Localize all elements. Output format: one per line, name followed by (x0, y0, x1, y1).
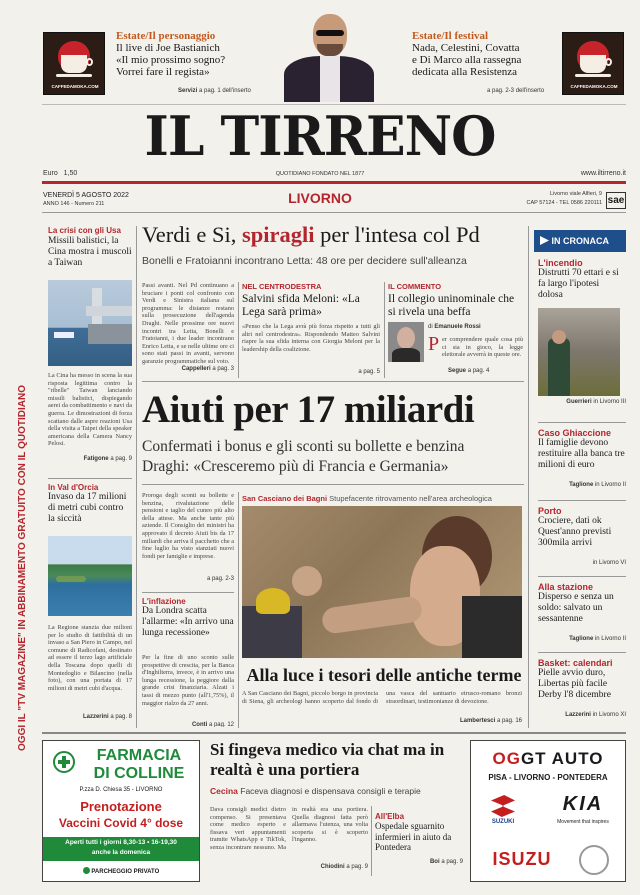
elba-story[interactable] (375, 812, 463, 876)
story-kicker: L'incendio (538, 258, 583, 268)
price: 1,50 (63, 170, 78, 177)
ref-page: a pag. 5 (358, 369, 380, 375)
ref-page: a pag. 4 (467, 368, 490, 374)
inflation-story[interactable] (142, 597, 234, 727)
sae-logo: sae (606, 192, 626, 209)
ref-page: in Livorno VI (592, 560, 626, 566)
location: San Casciano dei Bagni (242, 494, 328, 503)
story-headline: Missili balistici, la Cina mostra i muscoli a Taiwan (48, 236, 132, 268)
story-kicker: Porto (538, 506, 562, 516)
issue: ANNO 146 - Numero 211 (43, 201, 105, 207)
section-title: IN CRONACA (551, 236, 610, 246)
story-headline: Pielle avvio duro, Libertas più facile Derby l'8 dicembre (538, 668, 611, 700)
right-promo[interactable] (412, 30, 558, 100)
parking-icon (83, 867, 90, 874)
edition: LIVORNO (288, 190, 352, 206)
postal: CAP 57124 - TEL 0586 220111 (526, 200, 602, 206)
story-headline: Ospedale sguarnito infermieri in aiuto da Pontedera (375, 821, 452, 852)
promo-kicker: Estate/Il personaggio (116, 30, 216, 42)
dealer-brand (471, 749, 625, 769)
china-story[interactable] (48, 226, 132, 476)
story-text: Per la fine di uno sconto sulle prospettive di crescita, per la Banca d'Inghilterra, invece, è in arrivo una lunga recessione, la peggiore dalla grande crisi finanziaria. Alzati i tassi di mezzo punto (all'1,75%), il maggior rialzo da 27 anni. (142, 654, 234, 707)
ref-page: in Livorno II (594, 482, 626, 488)
dealer-brand-prefix: OG (492, 749, 521, 768)
lake-photo (48, 536, 132, 616)
masthead: IL TIRRENO (144, 104, 496, 169)
byline: Guerrieri (566, 399, 592, 405)
politics-story[interactable] (142, 282, 234, 378)
archaeology-headline: Alla luce i tesori delle antiche terme (246, 665, 522, 685)
story-kicker: Alla stazione (538, 582, 594, 592)
ref-page: in Livorno XI (592, 712, 626, 718)
left-promo[interactable] (116, 30, 276, 100)
story-text: «Penso che la Lega avrà più forza rispetto a tutti gli altri nel centrodestra». Rispondendo Matteo Salvini riapre la sua sfida interna con Giorgia Meloni per la leadership della coalizione. (242, 323, 380, 353)
archaeology-story[interactable] (242, 690, 522, 728)
promo-line: Il live di Joe Bastianich (116, 42, 220, 54)
dealer-brand-name: GT AUTO (520, 749, 604, 768)
left-ad[interactable] (43, 32, 105, 95)
ref-page: a pag. 8 (110, 714, 132, 720)
ref-name: Segue (448, 368, 467, 374)
byline: Boi (429, 859, 440, 865)
price-label: Euro (43, 170, 58, 177)
promo-line: «Il mio prossimo sogno? (116, 54, 226, 66)
list-item[interactable] (538, 428, 626, 496)
headline-part: per l'intesa col Pd (314, 222, 480, 247)
promo-line: Vorrei fare il regista» (116, 66, 210, 78)
pharmacy-ad[interactable] (42, 740, 200, 882)
ref-name: Servizi (178, 88, 198, 94)
promo-line: Nada, Celestini, Covatta (412, 42, 520, 54)
opening-hours-2: anche la domenica (91, 849, 151, 856)
byline: Lazzerini (82, 714, 109, 720)
main-subhead-2: Draghi: «Cresceremo più di Francia e Germania» (142, 458, 449, 475)
brand-logo: SUZUKI (491, 819, 515, 825)
ref-page: a pag. 9 (110, 456, 132, 462)
story-headline: Il famiglie devono restituire alla banca tre milioni di euro (538, 438, 625, 470)
byline: Conti (191, 722, 208, 727)
ad-caption: CAFFEDAMOKA.COM (51, 84, 99, 89)
doctor-story[interactable] (210, 806, 368, 876)
commento-story[interactable] (388, 282, 523, 378)
pharmacy-title: FARMACIA (96, 747, 182, 764)
story-headline: Invaso da 17 milioni di metri cubi contro la siccità (48, 492, 127, 524)
story-headline: Disperso e senza un soldo: salvato un sessantenne (538, 592, 614, 624)
award-badge-icon (579, 845, 609, 875)
story-headline: Crociere, dati ok Quest'anno previsti 300mila arrivi (538, 516, 612, 548)
valdorcia-story[interactable] (48, 483, 132, 723)
story-text: Passi avanti. Nel Pd continuano a bruciare i ponti col confronto con Verdi e Sinistra italiana sul programma: le distanze restano sulla prosecuzione dell'agenda Draghi. Nelle prossime ore nuovi incontri tra Letta, Bonelli e Fratoianni, i due leader incontrano Enrico Letta, e se nelle ultime ore ci sono stati passi in avanti, servono garanzie programmatiche sul voto. (142, 282, 234, 365)
ref-page: a pag. 16 (496, 718, 522, 724)
ref-page: in Livorno III (593, 399, 626, 405)
opening-hours: Aperti tutti i giorni 8,30-13 • 16-19,30 (65, 839, 177, 846)
story-text: er comprendere quale cosa più ci sia in gioco, la legge elettorale avverrà in queste ore. (442, 336, 523, 359)
promo-kicker: Estate/Il festival (412, 30, 489, 42)
story-text: A San Casciano dei Bagni, piccolo borgo in provincia di Siena, gli archeologi hanno scoperto dal fondo di una vasca del santuario etrusco-romano bronzi straordinari, testimonianze di devozione. (242, 690, 522, 705)
arrow-icon (540, 236, 549, 245)
politics-subhead: Bonelli e Fratoianni incontrano Letta: 48 ore per decidere sull'alleanza (142, 255, 467, 267)
kia-tagline: Movement that inspires (557, 819, 609, 825)
story-kicker: La crisi con gli Usa (48, 226, 121, 235)
brand-logo: ISUZU (492, 849, 552, 869)
ref-page: a pag. 1 dell'inserto (199, 88, 251, 94)
promo-line: dedicata alla Resistenza (412, 66, 518, 78)
story-headline: Da Londra scatta l'allarme: «In arrivo una lunga recessione» (142, 606, 234, 638)
vertical-banner: OGGI IL "TV MAGAZINE" IN ABBINAMENTO GRATUITO CON IL QUOTIDIANO (17, 385, 28, 751)
ref-page: a pag. 9 (441, 859, 463, 865)
ref-page: in Livorno II (594, 636, 626, 642)
website[interactable]: www.iltirreno.it (580, 170, 626, 177)
founded: QUOTIDIANO FONDATO NEL 1877 (275, 171, 365, 177)
byline: Cappelleri (181, 366, 211, 372)
story-kicker: Basket: calendari (538, 658, 613, 668)
list-item[interactable] (538, 658, 626, 726)
list-item[interactable] (538, 506, 626, 574)
ref-page: a pag. 12 (208, 722, 234, 727)
byline: Taglione (569, 636, 594, 642)
brand-logo: KIA (562, 793, 604, 815)
pharmacy-address: P.zza D. Chiesa 35 - LIVORNO (79, 787, 163, 793)
dropcap: P (428, 333, 440, 355)
story-kicker: IL COMMENTO (388, 282, 442, 291)
bastianich-photo (276, 12, 380, 102)
list-item[interactable] (538, 582, 626, 650)
date: VENERDÌ 5 AGOSTO 2022 (43, 192, 129, 199)
fire-photo (538, 308, 620, 396)
headline-highlight: spiragli (242, 222, 315, 247)
right-ad[interactable] (562, 32, 624, 95)
archaeology-photo (242, 506, 522, 658)
headline-part: Verdi e Si, (142, 222, 242, 247)
promo-line-2: Vaccini Covid 4° dose (58, 816, 184, 830)
story-headline: Il collegio uninominale che si rivela una beffa (388, 293, 515, 318)
location: Cecina (210, 786, 238, 796)
story-kicker: NEL CENTRODESTRA (242, 282, 322, 291)
story-kicker: All'Elba (375, 812, 405, 821)
promo-line: Prenotazione (80, 799, 162, 814)
story-subhead: Faceva diagnosi e dispensava consigli e terapie (240, 786, 421, 796)
navy-ship-photo (48, 280, 132, 366)
story-headline: Distrutti 70 ettari e si fa largo l'ipotesi dolosa (538, 268, 619, 300)
main-subhead: Confermati i bonus e gli sconti su bollette e benzina (142, 438, 465, 455)
story-text: La Regione stanzia due milioni per lo studio di fattibilità di un invaso a San Piero in Campo, nel comune di Radicofani, destinato ad essere il terzo lago artificiale della Toscana dopo quelli di Montedoglio e Bilancino (nella foto), con una portata di 17 milioni di metri cubi d'acqua. (48, 624, 132, 692)
address: Livorno viale Alfieri, 9 (550, 191, 602, 197)
parking-label: PARCHEGGIO PRIVATO (91, 869, 160, 875)
suzuki-icon (491, 795, 515, 817)
story-kicker: Caso Ghiaccione (538, 428, 612, 438)
ref-page: a pag. 9 (346, 864, 368, 870)
byline: Fatigone (83, 456, 109, 462)
byline-prefix: di (428, 324, 433, 330)
story-kicker: L'inflazione (142, 597, 186, 606)
car-dealer-ad[interactable] (470, 740, 626, 882)
byline: Lazzerini (565, 712, 591, 718)
ref-page: a pag. 2-3 dell'inserto (487, 88, 545, 94)
byline: Chiodini (320, 864, 345, 870)
politics-headline (142, 220, 532, 250)
doctor-headline: Si fingeva medico via chat ma in realtà è una portiera (210, 740, 445, 779)
ref-page: a pag. 3 (212, 366, 234, 372)
ref-page: a pag. 2-3 (206, 576, 234, 582)
aid-story[interactable] (142, 492, 234, 587)
author-photo (388, 322, 424, 362)
story-text: La Cina ha messo in scena la sua risposta legittima contro la "ribelle" Taiwan lanciando missili balistici, dispiegando aerei da combattimento e navi da guerra. Le dimostrazioni di forza scattano dalle aspre reazioni Usa della visita a Taipei della speaker americana della Camera Nancy Pelosi. (48, 372, 132, 448)
main-headline: Aiuti per 17 miliardi (142, 388, 475, 431)
ad-caption: CAFFEDAMOKA.COM (570, 84, 618, 89)
byline: Taglione (569, 482, 594, 488)
pharmacy-title-2: DI COLLINE (93, 765, 185, 782)
list-item[interactable] (538, 258, 626, 418)
promo-line: e Di Marco alla rassegna (412, 54, 522, 66)
story-kicker: Stupefacente ritrovamento nell'area archeologica (329, 494, 492, 503)
story-kicker: In Val d'Orcia (48, 483, 99, 492)
salvini-story[interactable] (242, 282, 380, 378)
author: Emanuele Rossi (434, 324, 481, 330)
story-headline: Salvini sfida Meloni: «La Lega sarà prima» (242, 293, 360, 318)
story-text: Dava consigli medici dietro compenso. Si presentava come medico esperto e fissava veri appuntamenti tramite WhatsApp e TikTok, senza incontrare nessuno. Ma in realtà era una portiera. Quella diagnosi fatta però allarmava l'utenza, una volta scoperta si è scoperto l'inganno. (210, 806, 368, 851)
right-column-items (538, 258, 626, 728)
dealer-cities: PISA - LIVORNO - PONTEDERA (488, 773, 608, 782)
byline: Lambertesci (459, 718, 496, 724)
story-text: Proroga degli sconti su bollette e benzina, rivalutazione delle pensioni e taglio del cuneo più alto della attese. Ma anche tante più aziende. Il Consiglio dei ministri ha approvato il decreto Aiuti bis da 17 miliardi che arriva il pacchetto che a fine luglio ha visto stanziati nuovi fondi per famiglie e imprese. (142, 492, 234, 560)
section-header (534, 230, 626, 252)
